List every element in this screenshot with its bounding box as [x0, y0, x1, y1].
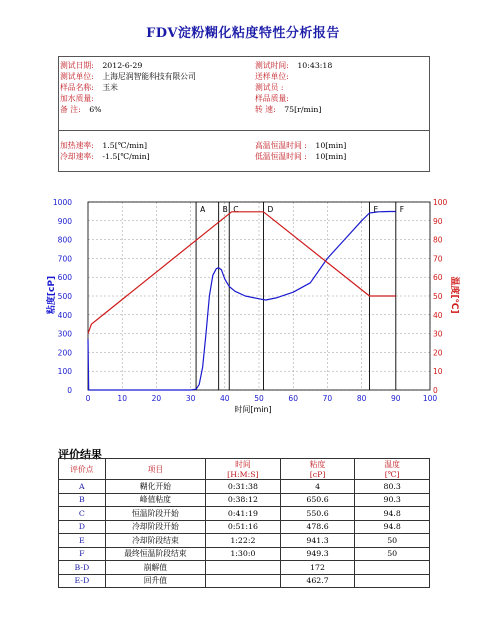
heat-rate [60, 140, 147, 151]
table-header-cell: 评价点 [59, 459, 106, 480]
table-cell: 1:30:0 [206, 547, 281, 561]
y-right-tick-label: 90 [433, 216, 443, 226]
table-cell: 恒温阶段开始 [105, 507, 205, 521]
y-axis-right-label: 温度[℃] [449, 276, 459, 314]
table-header-cell: 时间 [H:M:S] [206, 459, 281, 480]
test-time-value: 10:43:18 [297, 61, 333, 70]
low-hold-label: 低温恒温时间 : [255, 152, 307, 161]
marker-label-a: A [200, 205, 206, 214]
test-date-value: 2012-6-29 [102, 61, 143, 70]
viscosity-temperature-chart [0, 190, 486, 430]
y-left-tick-label: 800 [57, 235, 72, 245]
y-left-tick-label: 900 [57, 216, 72, 226]
table-cell: 1:22:2 [206, 534, 281, 548]
test-date-label: 测试日期: [60, 61, 94, 70]
high-hold [255, 140, 346, 151]
results-section-title: 评价结果 [58, 448, 102, 461]
table-cell: 462.7 [280, 574, 355, 588]
table-row [59, 493, 430, 507]
y-left-tick-label: 0 [67, 386, 72, 395]
y-right-tick-label: 20 [433, 348, 443, 358]
y-right-tick-label: 70 [433, 254, 443, 264]
y-left-tick-label: 100 [57, 367, 72, 377]
y-left-tick-label: 200 [57, 348, 72, 358]
chart-ticks [53, 198, 448, 403]
table-cell: 50 [355, 534, 430, 548]
sample-quality [255, 93, 289, 104]
x-axis-label: 时间[min] [234, 405, 272, 414]
table-cell: F [59, 547, 106, 561]
sample-quality-label: 样品质量: [255, 94, 289, 103]
report-title: FDV淀粉糊化粘度特性分析报告 [146, 26, 340, 41]
table-cell: E-D [59, 574, 106, 588]
high-hold-label: 高温恒温时间 : [255, 141, 307, 150]
send-unit [255, 71, 289, 82]
note-value: 6% [89, 105, 102, 114]
tester-label: 测试员 : [255, 83, 284, 92]
temperature-series-line [88, 212, 396, 334]
table-row [59, 574, 430, 588]
table-header-cell: 粘度 [cP] [280, 459, 355, 480]
y-left-tick-label: 400 [57, 310, 72, 320]
table-cell: D [59, 520, 106, 534]
x-tick-label: 80 [356, 394, 367, 403]
table-cell [355, 574, 430, 588]
table-row [59, 547, 430, 561]
note-label: 备 注: [60, 105, 81, 114]
tester [255, 82, 284, 93]
table-row [59, 507, 430, 521]
x-tick-label: 40 [220, 394, 230, 403]
marker-label-c: C [233, 205, 239, 214]
speed [255, 104, 321, 115]
cool-rate-value: -1.5[℃/min] [102, 152, 150, 161]
y-right-tick-label: 10 [433, 367, 443, 377]
x-tick-label: 30 [185, 394, 196, 403]
test-unit-value: 上海尼润智能科技有限公司 [102, 72, 196, 81]
table-cell: 90.3 [355, 493, 430, 507]
marker-label-e: E [373, 205, 379, 214]
table-cell: 80.3 [355, 480, 430, 494]
x-tick-label: 50 [254, 394, 264, 403]
table-cell: B [59, 493, 106, 507]
table-cell: 糊化开始 [105, 480, 205, 494]
table-header-cell: 项目 [105, 459, 205, 480]
y-left-tick-label: 500 [57, 292, 72, 301]
cool-rate-label: 冷却速率: [60, 152, 94, 161]
x-tick-label: 0 [85, 394, 91, 403]
test-time-label: 测试时间: [255, 61, 289, 70]
table-cell: 峰值粘度 [105, 493, 205, 507]
add-quality [60, 93, 94, 104]
table-cell: 0:51:16 [206, 520, 281, 534]
table-cell: E [59, 534, 106, 548]
chart-series [88, 212, 396, 391]
table-row [59, 480, 430, 494]
table-cell: 冷却阶段开始 [105, 520, 205, 534]
marker-label-b: B [222, 205, 228, 214]
results-table [58, 458, 430, 588]
heat-rate-label: 加热速率: [60, 141, 94, 150]
y-right-tick-label: 0 [433, 386, 438, 395]
sample-name-label: 样品名称: [60, 83, 94, 92]
y-left-tick-label: 600 [57, 273, 72, 283]
table-row [59, 520, 430, 534]
table-cell: 4 [280, 480, 355, 494]
table-cell: 最终恒温阶段结束 [105, 547, 205, 561]
table-row [59, 561, 430, 575]
sample-name-value: 玉米 [102, 83, 118, 92]
table-cell: 650.6 [280, 493, 355, 507]
note [60, 104, 102, 115]
sample-name [60, 82, 118, 93]
test-unit-label: 测试单位: [60, 72, 94, 81]
y-right-tick-label: 100 [433, 198, 448, 207]
table-cell [206, 561, 281, 575]
table-cell: C [59, 507, 106, 521]
table-cell: 50 [355, 547, 430, 561]
x-tick-label: 70 [322, 394, 333, 403]
table-cell: 949.3 [280, 547, 355, 561]
y-left-tick-label: 300 [57, 329, 72, 339]
low-hold-value: 10[min] [315, 152, 347, 161]
speed-label: 转 速: [255, 105, 276, 114]
table-header-cell: 温度 [℃] [355, 459, 430, 480]
table-cell: A [59, 480, 106, 494]
table-cell [355, 561, 430, 575]
table-cell: B-D [59, 561, 106, 575]
x-tick-label: 10 [117, 394, 127, 403]
viscosity-series-line [88, 212, 396, 391]
heat-rate-value: 1.5[℃/min] [102, 141, 148, 150]
y-axis-left-label: 粘度[cP] [47, 275, 57, 315]
send-unit-label: 送样单位: [255, 72, 289, 81]
table-cell: 94.8 [355, 507, 430, 521]
high-hold-value: 10[min] [315, 141, 347, 150]
y-right-tick-label: 80 [433, 235, 443, 245]
test-time [255, 60, 332, 71]
y-right-tick-label: 40 [433, 310, 443, 320]
x-tick-label: 60 [288, 394, 298, 403]
x-tick-label: 20 [151, 394, 162, 403]
table-cell: 94.8 [355, 520, 430, 534]
table-row [59, 534, 430, 548]
table-cell: 0:38:12 [206, 493, 281, 507]
table-cell: 550.6 [280, 507, 355, 521]
marker-label-d: D [267, 205, 274, 214]
y-right-tick-label: 50 [433, 292, 443, 301]
table-cell: 回升值 [105, 574, 205, 588]
speed-value: 75[r/min] [284, 105, 322, 114]
y-right-tick-label: 60 [433, 273, 443, 283]
x-tick-label: 100 [422, 394, 438, 403]
low-hold [255, 151, 346, 162]
table-cell: 崩解值 [105, 561, 205, 575]
table-cell: 冷却阶段结束 [105, 534, 205, 548]
y-left-tick-label: 700 [57, 254, 72, 264]
y-left-tick-label: 1000 [52, 198, 72, 207]
table-cell: 0:41:19 [206, 507, 281, 521]
test-date [60, 60, 142, 71]
table-cell: 478.6 [280, 520, 355, 534]
table-cell [206, 574, 281, 588]
marker-label-f: F [399, 205, 405, 214]
table-cell: 941.3 [280, 534, 355, 548]
y-right-tick-label: 30 [433, 329, 443, 339]
table-cell: 0:31:38 [206, 480, 281, 494]
table-cell: 172 [280, 561, 355, 575]
cool-rate [60, 151, 150, 162]
add-quality-label: 加水质量: [60, 94, 94, 103]
x-tick-label: 90 [391, 394, 401, 403]
test-unit [60, 71, 196, 82]
